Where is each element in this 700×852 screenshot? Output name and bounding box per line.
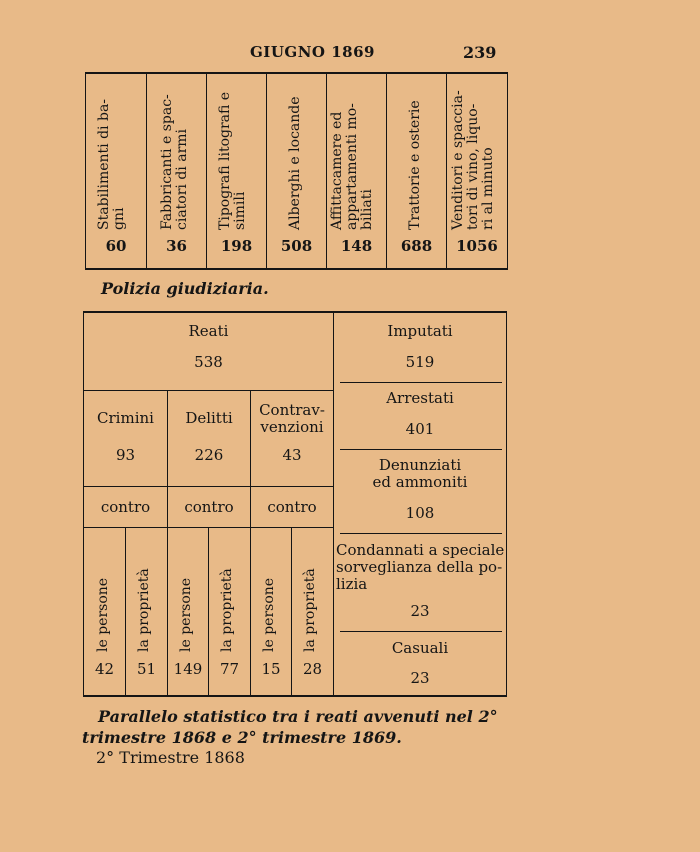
row-divider (340, 449, 502, 450)
table-border-bottom (85, 268, 508, 270)
split-value: 77 (219, 660, 240, 678)
split-value: 149 (173, 660, 203, 678)
column-header: Trattorie e osterie (407, 100, 423, 230)
split-header: le persone (95, 577, 111, 652)
condannati-label: Condannati a speciale sorveglianza della po- lizia (336, 541, 505, 593)
page-number: 239 (463, 43, 497, 62)
casuali-label: Casuali (391, 639, 449, 657)
crimini-label: Crimini (97, 409, 154, 427)
column-value: 688 (400, 237, 433, 255)
denunziati-label: Denunziati ed ammoniti (372, 456, 468, 491)
denunziati-value: 108 (405, 504, 435, 522)
split-value: 51 (136, 660, 157, 678)
row-divider (83, 390, 333, 391)
row-divider (83, 486, 333, 487)
column-header: Tipografi litografi e simili (217, 91, 248, 230)
comparison-caption: Parallelo statistico tra i reati avvenuti nel 2° trimestre 1868 e 2° trimestre 1869. (82, 707, 498, 747)
split-header: la proprietà (219, 568, 235, 652)
column-value: 36 (166, 237, 187, 255)
split-value: 28 (302, 660, 323, 678)
arrestati-label: Arrestati (386, 389, 454, 407)
casuali-value: 23 (410, 669, 430, 687)
crimini-value: 93 (115, 446, 136, 464)
column-header: Fabbricanti e spac- ciatori di armi (159, 94, 190, 230)
contravvenzioni-value: 43 (282, 446, 302, 464)
column-value: 508 (280, 237, 313, 255)
table-border-bottom (83, 695, 507, 697)
column-value: 148 (340, 237, 373, 255)
split-header: le persone (261, 577, 277, 652)
reati-label: Reati (188, 322, 229, 340)
reati-value: 538 (194, 353, 223, 371)
split-header: le persone (178, 577, 194, 652)
table-border-top (85, 72, 508, 74)
column-header: Alberghi e locande (287, 96, 303, 230)
row-divider (340, 533, 502, 534)
table-border-top (83, 311, 507, 313)
split-value: 15 (261, 660, 281, 678)
column-value: 198 (220, 237, 253, 255)
contravvenzioni-label: Contrav- venzioni (259, 401, 325, 436)
split-header: la proprietà (302, 568, 318, 652)
row-divider (340, 382, 502, 383)
page-running-title: GIUGNO 1869 (250, 43, 375, 61)
table-border-right (507, 72, 508, 270)
split-value: 42 (94, 660, 115, 678)
row-divider (340, 631, 502, 632)
column-divider (167, 390, 168, 695)
contro-label: contro (100, 498, 151, 516)
contro-label: contro (184, 498, 234, 516)
condannati-value: 23 (410, 602, 430, 620)
contro-label: contro (267, 498, 317, 516)
column-value: 1056 (456, 237, 498, 255)
split-header: la proprietà (136, 568, 152, 652)
column-header: Venditori e spaccia- tori di vino, liquo- ri al minuto (450, 90, 496, 230)
section-title: Polizia giudiziaria. (101, 279, 269, 298)
subheading: 2° Trimestre 1868 (96, 748, 245, 767)
column-header: Stabilimenti di ba- gni (96, 98, 127, 230)
delitti-label: Delitti (185, 409, 233, 427)
delitti-value: 226 (194, 446, 224, 464)
column-header: Affittacamere ed appartamenti mo- biliati (329, 103, 375, 230)
column-value: 60 (105, 237, 127, 255)
imputati-label: Imputati (387, 322, 453, 340)
imputati-value: 519 (405, 353, 435, 371)
arrestati-value: 401 (405, 420, 435, 438)
table-border-right (506, 311, 507, 697)
